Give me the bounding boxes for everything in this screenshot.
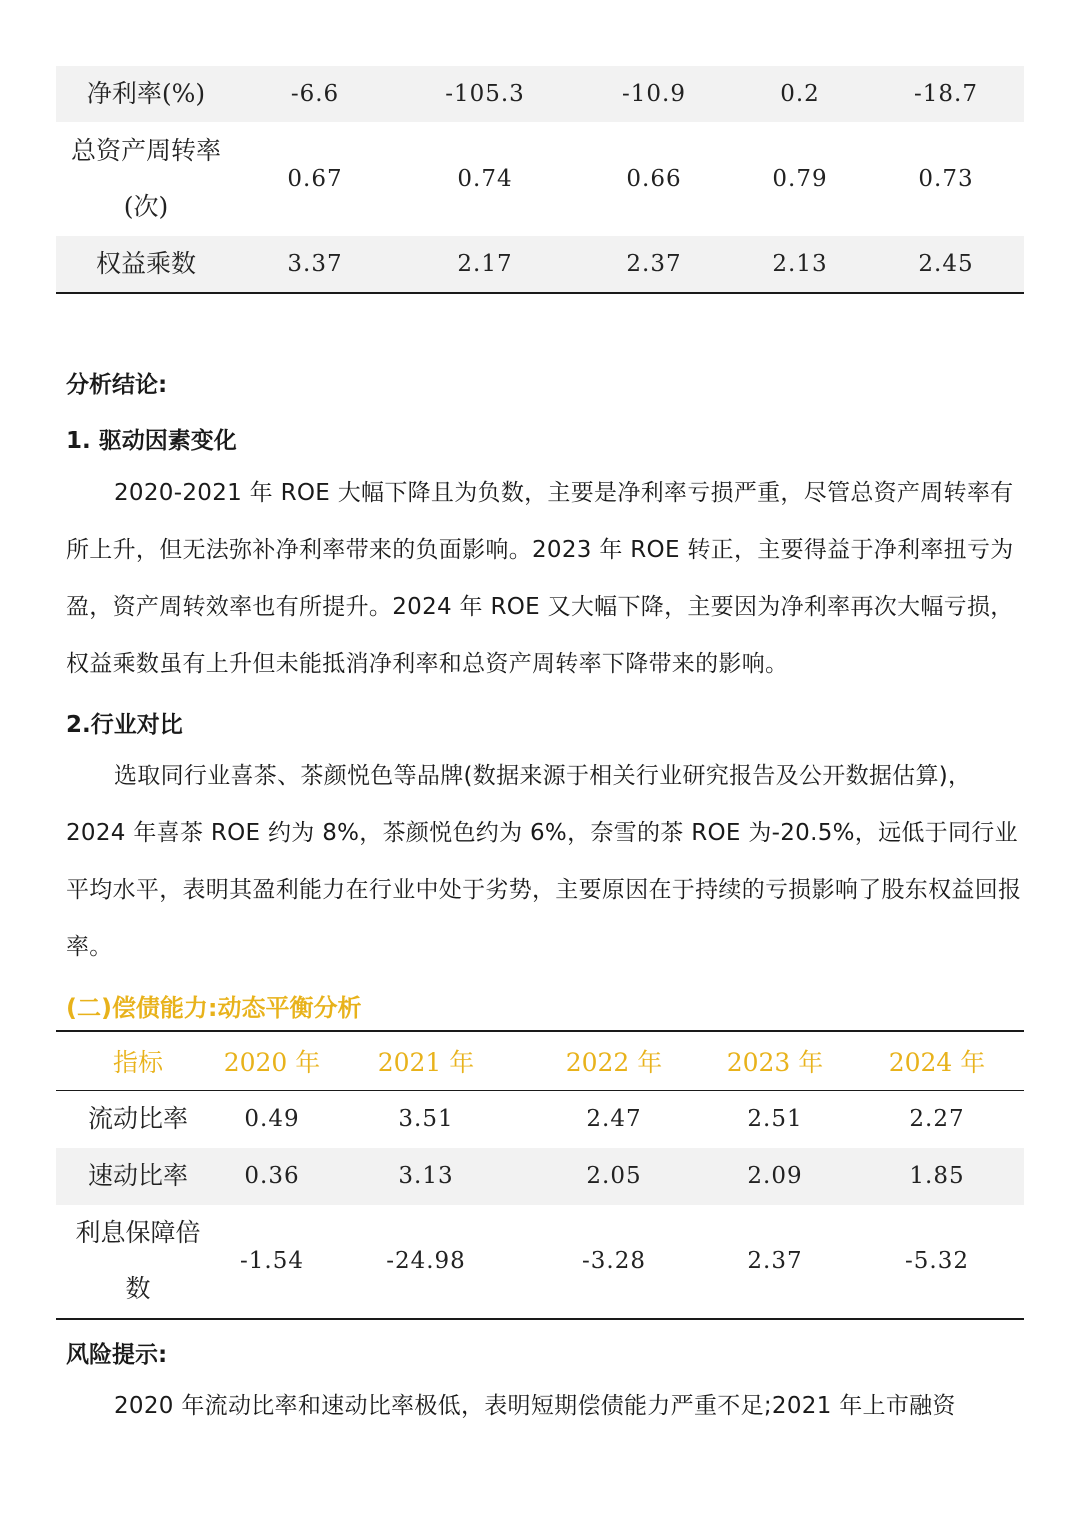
- section2-title: 2.行业对比: [66, 712, 183, 738]
- section1-paragraph: 2020-2021 年 ROE 大幅下降且为负数，主要是净利率亏损严重，尽管总资产周转率有所上升，但无法弥补净利率带来的负面影响。2023 年 ROE 转正，主要得益于净利率扭亏为盈，资产周转效率也有所提升。2024 年 ROE 又大幅下降，主要因为净利率再次大幅亏损，权益乘数虽有上升但未能抵消净利率和总资产周转率下降带来的影响。: [66, 480, 1014, 677]
- row-label: [56, 122, 236, 236]
- table-cell: -105.3: [394, 66, 576, 122]
- table-cell: 3.13: [324, 1148, 528, 1205]
- table-cell: 0.49: [244, 1106, 300, 1133]
- row-label: 速动比率: [56, 1148, 220, 1205]
- table-row: [56, 236, 1024, 293]
- table-cell: 0.2: [732, 66, 868, 122]
- table-row: [56, 1148, 1024, 1205]
- row-label-line: 数: [125, 1274, 151, 1303]
- solvency-table: [56, 1030, 1024, 1320]
- table-cell: 2.47: [586, 1106, 642, 1133]
- table-cell: -5.32: [905, 1248, 969, 1274]
- table-cell: -10.9: [576, 66, 732, 122]
- table-cell: -6.6: [236, 66, 394, 122]
- table-header-row: [56, 1031, 1024, 1091]
- column-header: 指标: [56, 1031, 220, 1091]
- column-header: 2024 年: [850, 1031, 1024, 1091]
- table-cell: 0.36: [220, 1148, 324, 1205]
- table-cell: 2.05: [528, 1148, 700, 1205]
- row-label: [56, 1205, 220, 1319]
- row-label: 流动比率: [87, 1104, 188, 1134]
- table-cell: 2.37: [576, 236, 732, 293]
- table-row: [56, 66, 1024, 122]
- table-cell: 3.37: [236, 236, 394, 293]
- column-header: 2021 年: [324, 1031, 528, 1091]
- table-cell: -18.7: [868, 66, 1024, 122]
- row-label-line: (次): [123, 192, 169, 221]
- section1-title: 1. 驱动因素变化: [66, 428, 237, 454]
- table-cell: 2.27: [909, 1106, 965, 1133]
- table-cell: -3.28: [582, 1248, 646, 1274]
- table-cell: 2.45: [868, 236, 1024, 293]
- table-cell: 2.17: [394, 236, 576, 293]
- table-cell: 0.73: [918, 166, 974, 192]
- row-label: 净利率(%): [56, 66, 236, 122]
- table-cell: 2.37: [747, 1248, 803, 1274]
- table-cell: 1.85: [850, 1148, 1024, 1205]
- table-cell: 0.74: [457, 166, 513, 192]
- section2-paragraph: 选取同行业喜茶、茶颜悦色等品牌(数据来源于相关行业研究报告及公开数据估算)，2024 年喜茶 ROE 约为 8%，茶颜悦色约为 6%，奈雪的茶 ROE 为-20.5%，远低于同行业平均水平，表明其盈利能力在行业中处于劣势，主要原因在于持续的亏损影响了股东权益回报率。: [66, 763, 1022, 960]
- table-row: [56, 122, 1024, 236]
- row-label-line: 总资产周转率: [70, 136, 221, 165]
- table-cell: 0.79: [772, 166, 828, 192]
- table-cell: 2.51: [747, 1106, 803, 1133]
- table-cell: 3.51: [398, 1106, 454, 1133]
- table-row: [56, 1205, 1024, 1319]
- table-cell: 0.66: [626, 166, 682, 192]
- table-cell: -1.54: [240, 1248, 304, 1274]
- column-header: 2020 年: [220, 1031, 324, 1091]
- analysis-heading: 分析结论:: [66, 372, 168, 398]
- table-row: [56, 1091, 1024, 1148]
- risk-paragraph: 2020 年流动比率和速动比率极低，表明短期偿债能力严重不足;2021 年上市融资: [114, 1393, 956, 1419]
- row-label: 权益乘数: [56, 236, 236, 293]
- profitability-table: [56, 66, 1024, 294]
- table-cell: 2.13: [732, 236, 868, 293]
- row-label-line: 利息保障倍: [75, 1218, 201, 1247]
- table-cell: 0.67: [287, 166, 343, 192]
- risk-heading: 风险提示:: [66, 1342, 168, 1368]
- column-header: 2023 年: [700, 1031, 850, 1091]
- solvency-title: (二)偿债能力:动态平衡分析: [66, 994, 362, 1022]
- table-cell: -24.98: [386, 1248, 466, 1274]
- column-header: 2022 年: [528, 1031, 700, 1091]
- table-cell: 2.09: [700, 1148, 850, 1205]
